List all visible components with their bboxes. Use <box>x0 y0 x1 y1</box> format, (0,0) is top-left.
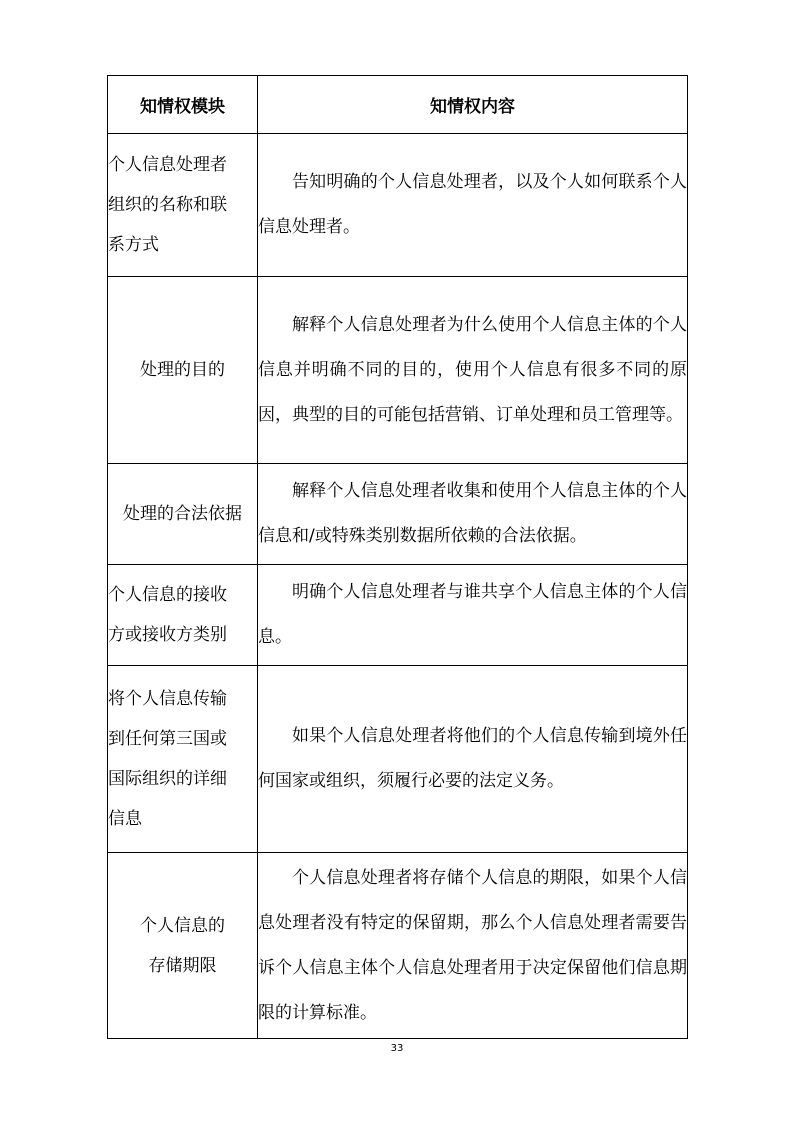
table-row <box>108 666 688 853</box>
module-line: 组织的名称和联 <box>108 195 227 215</box>
module-line: 国际组织的详细 <box>108 769 227 789</box>
rights-table <box>107 75 688 1039</box>
module-line: 将个人信息传输 <box>108 689 227 709</box>
module-line: 处理的合法依据 <box>123 504 242 524</box>
module-line: 处理的目的 <box>140 360 225 380</box>
module-line: 个人信息处理者 <box>108 155 227 175</box>
module-line: 个人信息的接收 <box>108 585 227 605</box>
content-cell <box>258 134 688 277</box>
table-row <box>108 134 688 277</box>
table-header-row <box>108 76 688 134</box>
content-cell <box>258 277 688 464</box>
content-text: 解释个人信息处理者为什么使用个人信息主体的个人信息并明确不同的目的，使用个人信息有很多不同的原因，典型的目的可能包括营销、订单处理和员工管理等。 <box>258 314 687 425</box>
content-text: 个人信息处理者将存储个人信息的期限，如果个人信息处理者没有特定的保留期，那么个人信息处理者需要告诉个人信息主体个人信息处理者用于决定保留他们信息期限的计算标准。 <box>258 867 687 1023</box>
module-cell <box>108 666 258 853</box>
page-number: 33 <box>390 1043 404 1054</box>
module-cell <box>108 853 258 1039</box>
table-row <box>108 853 688 1039</box>
module-line: 系方式 <box>108 235 159 255</box>
module-cell <box>108 277 258 464</box>
content-cell <box>258 666 688 853</box>
module-cell <box>108 134 258 277</box>
module-cell <box>108 565 258 666</box>
header-content: 知情权内容 <box>258 76 688 134</box>
module-cell <box>108 464 258 565</box>
module-line: 信息 <box>108 809 142 829</box>
table-row <box>108 464 688 565</box>
content-cell <box>258 464 688 565</box>
module-line: 个人信息的 <box>140 915 225 936</box>
content-text: 明确个人信息处理者与谁共享个人信息主体的个人信息。 <box>258 582 687 647</box>
module-line: 方或接收方类别 <box>108 625 227 645</box>
content-text: 解释个人信息处理者收集和使用个人信息主体的个人信息和/或特殊类别数据所依赖的合法依据。 <box>258 481 687 546</box>
content-text: 告知明确的个人信息处理者，以及个人如何联系个人信息处理者。 <box>258 172 687 237</box>
header-module: 知情权模块 <box>108 76 258 134</box>
table-row <box>108 277 688 464</box>
table-row <box>108 565 688 666</box>
content-cell <box>258 565 688 666</box>
content-cell <box>258 853 688 1039</box>
module-line: 到任何第三国或 <box>108 729 227 749</box>
module-line: 存储期限 <box>148 955 217 976</box>
content-text: 如果个人信息处理者将他们的个人信息传输到境外任何国家或组织，须履行必要的法定义务。 <box>258 726 687 791</box>
